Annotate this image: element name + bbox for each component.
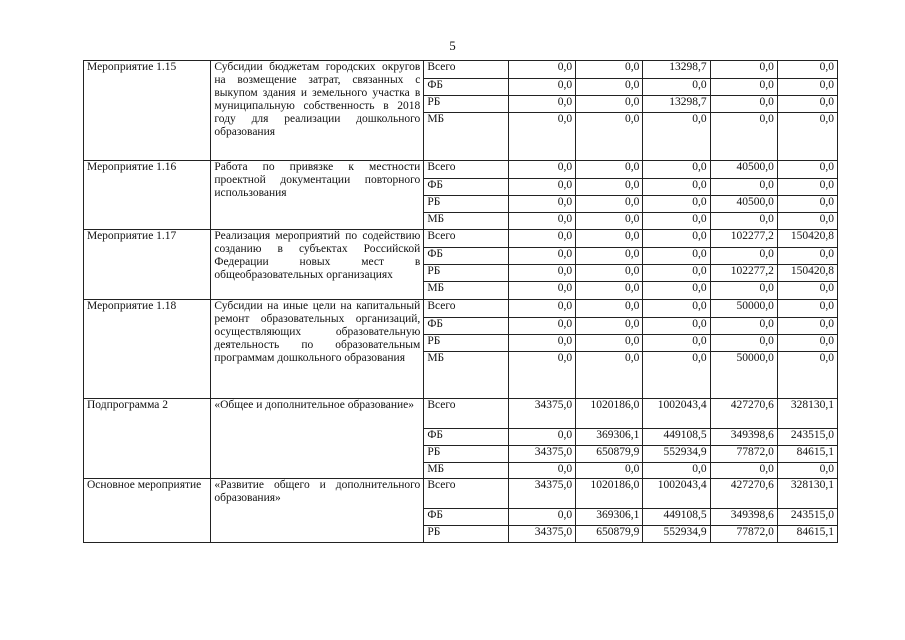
amount-cell: 0,0 <box>576 213 643 230</box>
amount-cell: 0,0 <box>643 213 710 230</box>
amount-cell: 150420,8 <box>777 230 837 248</box>
funding-source-cell: ФБ <box>424 318 509 335</box>
amount-cell: 0,0 <box>643 230 710 248</box>
funding-source-cell: РБ <box>424 526 509 543</box>
amount-cell: 0,0 <box>777 113 837 161</box>
funding-source-cell: Всего <box>424 61 509 79</box>
amount-cell: 0,0 <box>643 179 710 196</box>
funding-source-cell: РБ <box>424 335 509 352</box>
amount-cell: 77872,0 <box>710 446 777 463</box>
amount-cell: 0,0 <box>643 318 710 335</box>
amount-cell: 0,0 <box>643 196 710 213</box>
amount-cell: 0,0 <box>710 248 777 265</box>
funding-source-cell: ФБ <box>424 179 509 196</box>
amount-cell: 0,0 <box>643 113 710 161</box>
amount-cell: 0,0 <box>710 179 777 196</box>
amount-cell: 0,0 <box>777 282 837 300</box>
amount-cell: 552934,9 <box>643 446 710 463</box>
amount-cell: 0,0 <box>508 213 575 230</box>
amount-cell: 40500,0 <box>710 161 777 179</box>
funding-source-cell: Всего <box>424 399 509 429</box>
funding-source-cell: РБ <box>424 96 509 113</box>
event-name-cell: Мероприятие 1.18 <box>84 300 211 399</box>
table-row <box>84 399 838 429</box>
amount-cell: 243515,0 <box>777 509 837 526</box>
event-description-cell: Субсидии на иные цели на капитальный ремонт образовательных организаций, осуществляющих образовательную деятельность по образовательным программам дошкольного образования <box>211 300 424 399</box>
amount-cell: 0,0 <box>508 300 575 318</box>
funding-source-cell: РБ <box>424 265 509 282</box>
amount-cell: 349398,6 <box>710 429 777 446</box>
amount-cell: 0,0 <box>508 282 575 300</box>
event-name-cell: Мероприятие 1.15 <box>84 61 211 161</box>
amount-cell: 0,0 <box>508 352 575 399</box>
amount-cell: 328130,1 <box>777 479 837 509</box>
table-row <box>84 479 838 509</box>
funding-source-cell: РБ <box>424 446 509 463</box>
funding-source-cell: МБ <box>424 282 509 300</box>
amount-cell: 0,0 <box>710 213 777 230</box>
amount-cell: 0,0 <box>643 352 710 399</box>
amount-cell: 0,0 <box>710 96 777 113</box>
event-name-cell: Подпрограмма 2 <box>84 399 211 479</box>
amount-cell: 0,0 <box>710 282 777 300</box>
amount-cell: 0,0 <box>576 335 643 352</box>
amount-cell: 0,0 <box>508 265 575 282</box>
amount-cell: 0,0 <box>508 318 575 335</box>
amount-cell: 369306,1 <box>576 429 643 446</box>
amount-cell: 0,0 <box>643 265 710 282</box>
event-description-cell: «Общее и дополнительное образование» <box>211 399 424 479</box>
amount-cell: 650879,9 <box>576 526 643 543</box>
amount-cell: 0,0 <box>576 161 643 179</box>
amount-cell: 0,0 <box>508 463 575 479</box>
amount-cell: 328130,1 <box>777 399 837 429</box>
amount-cell: 0,0 <box>643 463 710 479</box>
budget-table <box>83 60 838 543</box>
amount-cell: 349398,6 <box>710 509 777 526</box>
page-number: 5 <box>449 38 456 53</box>
amount-cell: 102277,2 <box>710 230 777 248</box>
table-row <box>84 61 838 79</box>
amount-cell: 0,0 <box>710 113 777 161</box>
amount-cell: 0,0 <box>777 335 837 352</box>
amount-cell: 34375,0 <box>508 479 575 509</box>
amount-cell: 0,0 <box>777 352 837 399</box>
amount-cell: 0,0 <box>508 79 575 96</box>
amount-cell: 0,0 <box>576 248 643 265</box>
amount-cell: 0,0 <box>576 96 643 113</box>
event-name-cell: Мероприятие 1.16 <box>84 161 211 230</box>
amount-cell: 0,0 <box>576 196 643 213</box>
budget-table-body <box>84 61 838 543</box>
funding-source-cell: МБ <box>424 113 509 161</box>
event-description-cell: «Развитие общего и дополнительного образования» <box>211 479 424 543</box>
funding-source-cell: ФБ <box>424 429 509 446</box>
amount-cell: 0,0 <box>777 248 837 265</box>
funding-source-cell: Всего <box>424 300 509 318</box>
amount-cell: 449108,5 <box>643 509 710 526</box>
amount-cell: 0,0 <box>576 463 643 479</box>
funding-source-cell: МБ <box>424 352 509 399</box>
amount-cell: 102277,2 <box>710 265 777 282</box>
amount-cell: 0,0 <box>710 335 777 352</box>
amount-cell: 0,0 <box>643 335 710 352</box>
amount-cell: 0,0 <box>508 61 575 79</box>
amount-cell: 34375,0 <box>508 446 575 463</box>
table-row <box>84 161 838 179</box>
amount-cell: 77872,0 <box>710 526 777 543</box>
amount-cell: 243515,0 <box>777 429 837 446</box>
funding-source-cell: ФБ <box>424 509 509 526</box>
amount-cell: 0,0 <box>643 282 710 300</box>
amount-cell: 0,0 <box>643 248 710 265</box>
amount-cell: 150420,8 <box>777 265 837 282</box>
amount-cell: 369306,1 <box>576 509 643 526</box>
funding-source-cell: Всего <box>424 230 509 248</box>
amount-cell: 1002043,4 <box>643 479 710 509</box>
amount-cell: 427270,6 <box>710 479 777 509</box>
amount-cell: 0,0 <box>777 463 837 479</box>
table-row <box>84 230 838 248</box>
amount-cell: 449108,5 <box>643 429 710 446</box>
amount-cell: 0,0 <box>508 113 575 161</box>
table-row <box>84 300 838 318</box>
amount-cell: 0,0 <box>576 265 643 282</box>
amount-cell: 0,0 <box>576 318 643 335</box>
amount-cell: 650879,9 <box>576 446 643 463</box>
amount-cell: 0,0 <box>710 61 777 79</box>
amount-cell: 34375,0 <box>508 399 575 429</box>
event-description-cell: Работа по привязке к местности проектной документации повторного использования <box>211 161 424 230</box>
amount-cell: 0,0 <box>576 282 643 300</box>
amount-cell: 0,0 <box>643 161 710 179</box>
amount-cell: 0,0 <box>508 429 575 446</box>
amount-cell: 0,0 <box>508 179 575 196</box>
amount-cell: 1020186,0 <box>576 479 643 509</box>
event-description-cell: Субсидии бюджетам городских округов на возмещение затрат, связанных с выкупом здания и земельного участка в муниципальную собственность в 2018 году для реализации дошкольного образования <box>211 61 424 161</box>
amount-cell: 84615,1 <box>777 526 837 543</box>
amount-cell: 0,0 <box>710 463 777 479</box>
event-name-cell: Основное мероприятие <box>84 479 211 543</box>
amount-cell: 34375,0 <box>508 526 575 543</box>
amount-cell: 0,0 <box>777 196 837 213</box>
amount-cell: 0,0 <box>777 318 837 335</box>
amount-cell: 427270,6 <box>710 399 777 429</box>
amount-cell: 0,0 <box>777 179 837 196</box>
amount-cell: 0,0 <box>508 248 575 265</box>
funding-source-cell: Всего <box>424 161 509 179</box>
amount-cell: 0,0 <box>710 318 777 335</box>
amount-cell: 0,0 <box>777 79 837 96</box>
amount-cell: 0,0 <box>576 300 643 318</box>
amount-cell: 1020186,0 <box>576 399 643 429</box>
amount-cell: 0,0 <box>576 61 643 79</box>
amount-cell: 0,0 <box>508 230 575 248</box>
amount-cell: 0,0 <box>576 79 643 96</box>
amount-cell: 0,0 <box>508 161 575 179</box>
amount-cell: 0,0 <box>576 230 643 248</box>
amount-cell: 0,0 <box>777 161 837 179</box>
amount-cell: 0,0 <box>508 196 575 213</box>
event-name-cell: Мероприятие 1.17 <box>84 230 211 300</box>
amount-cell: 0,0 <box>777 96 837 113</box>
amount-cell: 0,0 <box>508 96 575 113</box>
amount-cell: 50000,0 <box>710 300 777 318</box>
amount-cell: 50000,0 <box>710 352 777 399</box>
amount-cell: 0,0 <box>777 300 837 318</box>
amount-cell: 84615,1 <box>777 446 837 463</box>
amount-cell: 0,0 <box>777 61 837 79</box>
event-description-cell: Реализация мероприятий по содействию созданию в субъектах Российской Федерации новых мест в общеобразовательных организациях <box>211 230 424 300</box>
funding-source-cell: ФБ <box>424 248 509 265</box>
amount-cell: 13298,7 <box>643 96 710 113</box>
funding-source-cell: Всего <box>424 479 509 509</box>
amount-cell: 0,0 <box>710 79 777 96</box>
amount-cell: 0,0 <box>777 213 837 230</box>
amount-cell: 552934,9 <box>643 526 710 543</box>
amount-cell: 0,0 <box>508 335 575 352</box>
amount-cell: 0,0 <box>643 300 710 318</box>
amount-cell: 0,0 <box>576 352 643 399</box>
amount-cell: 0,0 <box>643 79 710 96</box>
amount-cell: 0,0 <box>576 179 643 196</box>
amount-cell: 13298,7 <box>643 61 710 79</box>
funding-source-cell: МБ <box>424 463 509 479</box>
amount-cell: 40500,0 <box>710 196 777 213</box>
amount-cell: 1002043,4 <box>643 399 710 429</box>
amount-cell: 0,0 <box>508 509 575 526</box>
funding-source-cell: ФБ <box>424 79 509 96</box>
amount-cell: 0,0 <box>576 113 643 161</box>
funding-source-cell: РБ <box>424 196 509 213</box>
funding-source-cell: МБ <box>424 213 509 230</box>
